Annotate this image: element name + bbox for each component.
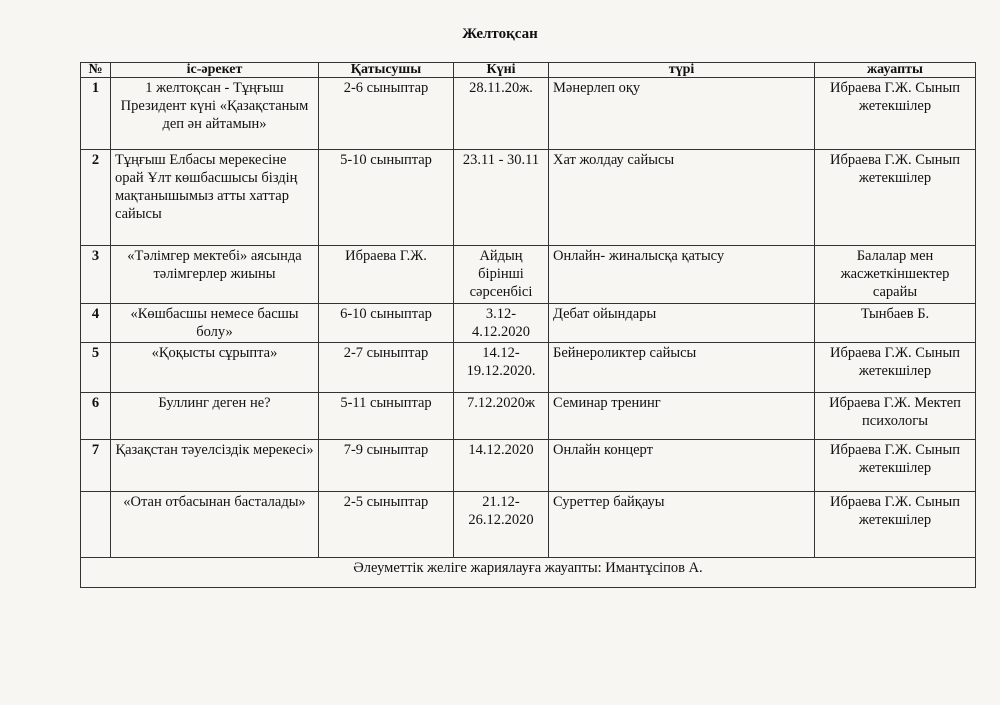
row-type: Дебат ойындары	[549, 304, 815, 343]
row-participants: Ибраева Г.Ж.	[319, 246, 454, 304]
row-date: 23.11 - 30.11	[454, 150, 549, 246]
header-row	[81, 63, 976, 78]
row-date: 7.12.2020ж	[454, 393, 549, 440]
row-participants: 2-7 сыныптар	[319, 343, 454, 393]
row-responsible: Ибраева Г.Ж. Сынып жетекшілер	[815, 492, 976, 558]
row-date: Айдың бірінші сәрсенбісі	[454, 246, 549, 304]
row-responsible: Балалар мен жасжеткіншектер сарайы	[815, 246, 976, 304]
row-participants: 5-10 сыныптар	[319, 150, 454, 246]
row-action: «Қоқысты сұрыпта»	[111, 343, 319, 393]
row-responsible: Ибраева Г.Ж. Сынып жетекшілер	[815, 78, 976, 150]
row-responsible: Тынбаев Б.	[815, 304, 976, 343]
row-participants: 2-6 сыныптар	[319, 78, 454, 150]
row-participants: 5-11 сыныптар	[319, 393, 454, 440]
row-responsible: Ибраева Г.Ж. Мектеп психологы	[815, 393, 976, 440]
row-type: Мәнерлеп оқу	[549, 78, 815, 150]
row-date: 14.12- 19.12.2020.	[454, 343, 549, 393]
row-number: 5	[81, 343, 111, 393]
row-responsible: Ибраева Г.Ж. Сынып жетекшілер	[815, 150, 976, 246]
table-row	[81, 393, 976, 440]
row-action: Тұңғыш Елбасы мерекесіне орай Ұлт көшбасшысы біздің мақтанышымыз атты хаттар сайысы	[111, 150, 319, 246]
row-type: Онлайн- жиналысқа қатысу	[549, 246, 815, 304]
row-type: Суреттер байқауы	[549, 492, 815, 558]
row-number: 2	[81, 150, 111, 246]
row-participants: 7-9 сыныптар	[319, 440, 454, 492]
row-type: Бейнероликтер сайысы	[549, 343, 815, 393]
page-title: Желтоқсан	[462, 26, 538, 42]
column-header-number: №	[81, 63, 111, 78]
table-row	[81, 246, 976, 304]
row-action: «Көшбасшы немесе басшы болу»	[111, 304, 319, 343]
column-header-participants: Қатысушы	[319, 63, 454, 78]
row-type: Хат жолдау сайысы	[549, 150, 815, 246]
table-row	[81, 440, 976, 492]
row-action: «Отан отбасынан басталады»	[111, 492, 319, 558]
row-number: 3	[81, 246, 111, 304]
column-header-action: іс-әрекет	[111, 63, 319, 78]
row-participants: 2-5 сыныптар	[319, 492, 454, 558]
row-action: Буллинг деген не?	[111, 393, 319, 440]
row-date: 21.12- 26.12.2020	[454, 492, 549, 558]
row-date: 3.12- 4.12.2020	[454, 304, 549, 343]
table-row	[81, 150, 976, 246]
column-header-type: түрі	[549, 63, 815, 78]
events-table	[80, 62, 976, 588]
row-action: 1 желтоқсан - Тұңғыш Президент күні «Қазақстаным деп ән айтамын»	[111, 78, 319, 150]
row-type: Онлайн концерт	[549, 440, 815, 492]
row-date: 14.12.2020	[454, 440, 549, 492]
row-action: Қазақстан тәуелсіздік мерекесі»	[111, 440, 319, 492]
row-responsible: Ибраева Г.Ж. Сынып жетекшілер	[815, 343, 976, 393]
table-row	[81, 343, 976, 393]
row-number: 7	[81, 440, 111, 492]
row-number: 1	[81, 78, 111, 150]
row-date: 28.11.20ж.	[454, 78, 549, 150]
row-responsible: Ибраева Г.Ж. Сынып жетекшілер	[815, 440, 976, 492]
footer-row	[81, 558, 976, 588]
row-number	[81, 492, 111, 558]
column-header-responsible: жауапты	[815, 63, 976, 78]
row-number: 6	[81, 393, 111, 440]
table-row	[81, 304, 976, 343]
footer-note: Әлеуметтік желіге жариялауға жауапты: Имантұсіпов А.	[81, 558, 976, 588]
row-type: Семинар тренинг	[549, 393, 815, 440]
row-action: «Тәлімгер мектебі» аясында тәлімгерлер жиыны	[111, 246, 319, 304]
row-participants: 6-10 сыныптар	[319, 304, 454, 343]
table-row	[81, 492, 976, 558]
row-number: 4	[81, 304, 111, 343]
table-row	[81, 78, 976, 150]
column-header-date: Күні	[454, 63, 549, 78]
